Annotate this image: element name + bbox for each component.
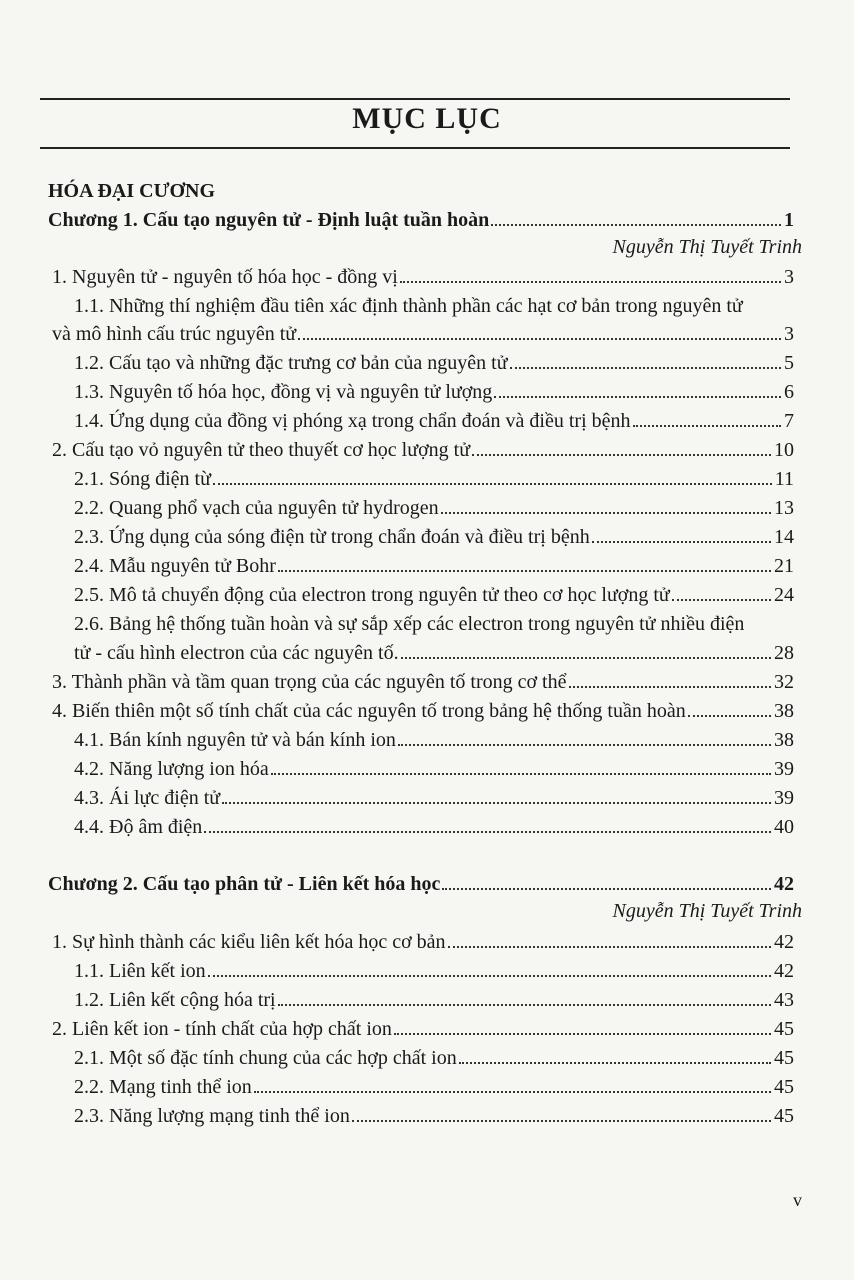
- toc-entry: 3. Thành phần và tầm quan trọng của các nguyên tố trong cơ thể 32: [52, 671, 794, 693]
- page-title: MỤC LỤC: [352, 102, 502, 135]
- toc-entry: 1.3. Nguyên tố hóa học, đồng vị và nguyên tử lượng 6: [74, 381, 794, 403]
- section-heading: HÓA ĐẠI CƯƠNG: [48, 180, 216, 202]
- chapter-2-author: Nguyễn Thị Tuyết Trinh: [612, 900, 802, 922]
- dot-leader: [442, 887, 771, 890]
- toc-entry-line1: 1.1. Những thí nghiệm đầu tiên xác định thành phần các hạt cơ bản trong nguyên tử: [74, 295, 743, 317]
- page-number: v: [793, 1190, 802, 1210]
- toc-entry: 4.3. Ái lực điện tử 39: [74, 787, 794, 809]
- toc-entry: 2.5. Mô tả chuyển động của electron trong nguyên tử theo cơ học lượng tử 24: [74, 584, 794, 606]
- toc-entry: 2.4. Mẫu nguyên tử Bohr 21: [74, 555, 794, 577]
- toc-entry: 1. Sự hình thành các kiểu liên kết hóa học cơ bản 42: [52, 931, 794, 953]
- chapter-1-page: 1: [784, 209, 794, 231]
- chapter-1-heading: [48, 208, 794, 232]
- toc-entry: 2.3. Ứng dụng của sóng điện từ trong chẩn đoán và điều trị bệnh 14: [74, 526, 794, 548]
- toc-entry: 2. Liên kết ion - tính chất của hợp chất ion 45: [52, 1018, 794, 1040]
- toc-entry: 2.1. Một số đặc tính chung của các hợp chất ion 45: [74, 1047, 794, 1069]
- toc-entry: 2. Cấu tạo vỏ nguyên tử theo thuyết cơ học lượng tử 10: [52, 439, 794, 461]
- toc-entry: 2.3. Năng lượng mạng tinh thể ion 45: [74, 1105, 794, 1127]
- toc-entry: 1. Nguyên tử - nguyên tố hóa học - đồng vị 3: [52, 266, 794, 288]
- top-rule: [40, 98, 790, 100]
- toc-entry: 1.2. Liên kết cộng hóa trị 43: [74, 989, 794, 1011]
- toc-entry: 2.1. Sóng điện từ 11: [74, 468, 794, 490]
- toc-entry: 2.2. Quang phổ vạch của nguyên tử hydrogen 13: [74, 497, 794, 519]
- chapter-2-heading: [48, 872, 794, 896]
- toc-entry: 4.4. Độ âm điện 40: [74, 816, 794, 838]
- toc-entry: 4.1. Bán kính nguyên tử và bán kính ion 38: [74, 729, 794, 751]
- title-underline-rule: [40, 147, 790, 149]
- toc-entry: 1.1. Liên kết ion 42: [74, 960, 794, 982]
- toc-entry: 4. Biến thiên một số tính chất của các nguyên tố trong bảng hệ thống tuần hoàn 38: [52, 700, 794, 722]
- toc-entry-line1: 2.6. Bảng hệ thống tuần hoàn và sự sắp xếp các electron trong nguyên tử nhiều điện: [74, 613, 745, 635]
- chapter-2-title: Chương 2. Cấu tạo phân tử - Liên kết hóa học: [48, 873, 441, 895]
- chapter-1-author: Nguyễn Thị Tuyết Trinh: [612, 236, 802, 258]
- toc-entry: 1.2. Cấu tạo và những đặc trưng cơ bản của nguyên tử 5: [74, 352, 794, 374]
- chapter-2-page: 42: [774, 873, 794, 895]
- toc-entry: 4.2. Năng lượng ion hóa 39: [74, 758, 794, 780]
- toc-entry: và mô hình cấu trúc nguyên tử 3: [52, 323, 794, 345]
- dot-leader: [491, 223, 781, 226]
- toc-entry: tử - cấu hình electron của các nguyên tố. 28: [74, 642, 794, 664]
- toc-entry: 2.2. Mạng tinh thể ion 45: [74, 1076, 794, 1098]
- chapter-1-title: Chương 1. Cấu tạo nguyên tử - Định luật tuần hoàn: [48, 209, 490, 231]
- toc-entry: 1.4. Ứng dụng của đồng vị phóng xạ trong chẩn đoán và điều trị bệnh 7: [74, 410, 794, 432]
